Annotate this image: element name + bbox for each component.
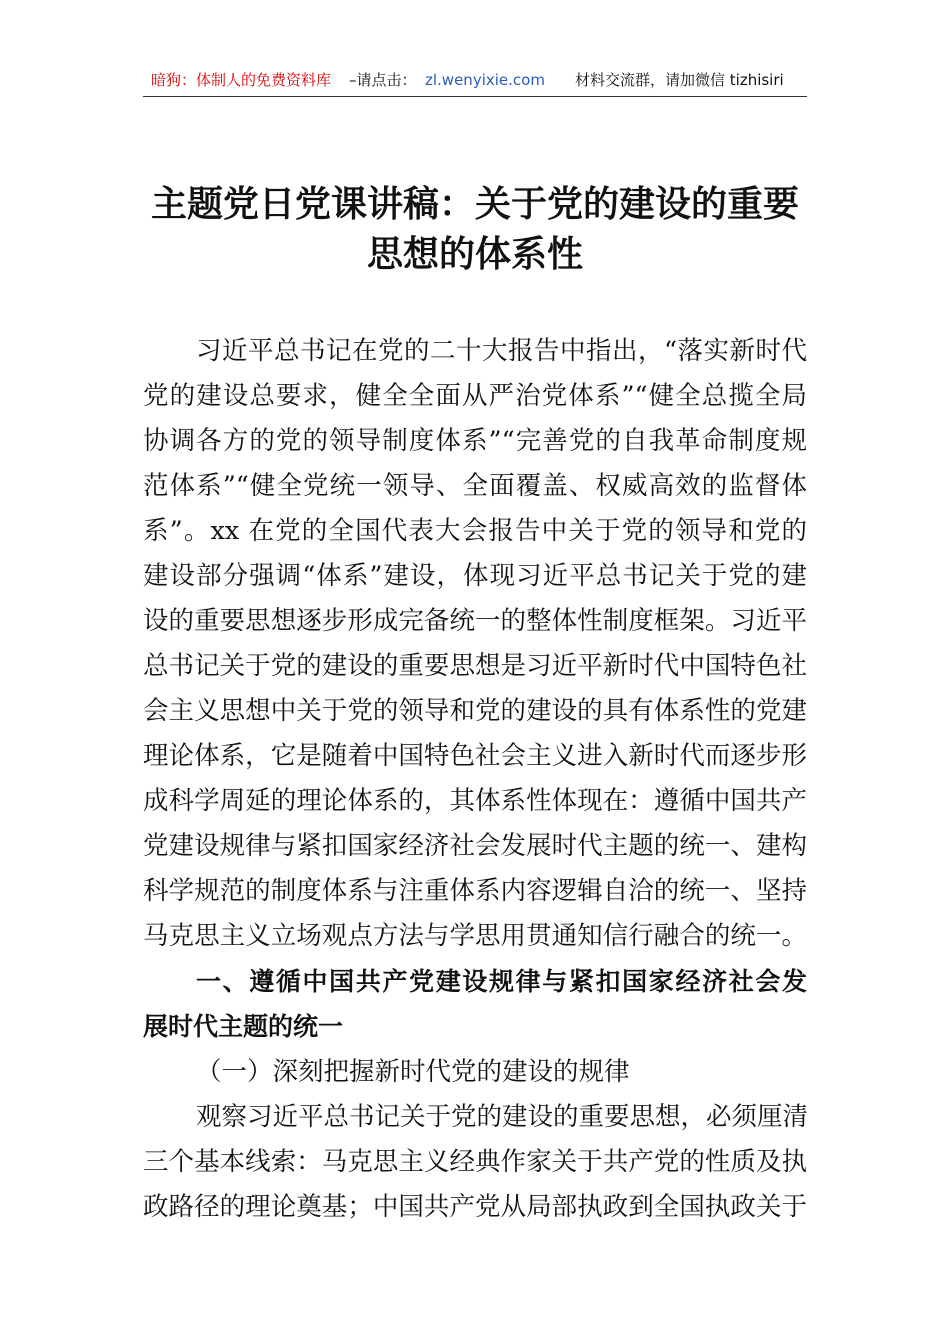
- header-link[interactable]: zl.wenyixie.com: [425, 71, 545, 89]
- body-line: 成科学周延的理论体系的，其体系性体现在：遵循中国共产: [143, 786, 807, 816]
- page-title-line-2: 思想的体系性: [366, 233, 583, 275]
- section-heading-1: 一、遵循中国共产党建设规律与紧扣国家经济社会发: [196, 967, 807, 996]
- body-line: 协调各方的党的领导制度体系”“完善党的自我革命制度规: [143, 426, 807, 456]
- body-line: 马克思主义立场观点方法与学思用贯通知信行融合的统一。: [143, 921, 807, 951]
- section-heading-1-cont: 展时代主题的统一: [143, 1012, 344, 1041]
- body-line: 党建设规律与紧扣国家经济社会发展时代主题的统一、建构: [143, 831, 807, 861]
- page-title-line-1: 主题党日党课讲稿：关于党的建设的重要: [150, 183, 799, 225]
- header-note: 材料交流群，请加微信 tizhisiri: [575, 71, 784, 89]
- body-line: 习近平总书记在党的二十大报告中指出，“落实新时代: [196, 336, 807, 366]
- body-line: 总书记关于党的建设的重要思想是习近平新时代中国特色社: [143, 651, 807, 681]
- body-line: 系”。xx 在党的全国代表大会报告中关于党的领导和党的: [143, 516, 807, 546]
- body-line: 设的重要思想逐步形成完备统一的整体性制度框架。习近平: [143, 606, 807, 636]
- page-header: [143, 66, 807, 97]
- body-line: 建设部分强调“体系”建设，体现习近平总书记关于党的建: [143, 561, 807, 591]
- body-line: 会主义思想中关于党的领导和党的建设的具有体系性的党建: [143, 696, 807, 726]
- body-line: 范体系”“健全党统一领导、全面覆盖、权威高效的监督体: [143, 471, 807, 501]
- header-prompt: –请点击：: [349, 71, 417, 89]
- body-line: 理论体系，它是随着中国特色社会主义进入新时代而逐步形: [143, 741, 807, 771]
- subsection-heading-1: （一）深刻把握新时代党的建设的规律: [196, 1057, 630, 1087]
- body-line: 三个基本线索：马克思主义经典作家关于共产党的性质及执: [143, 1147, 807, 1177]
- body-line: 科学规范的制度体系与注重体系内容逻辑自洽的统一、坚持: [143, 876, 807, 906]
- body-line: 观察习近平总书记关于党的建设的重要思想，必须厘清: [196, 1102, 809, 1132]
- body-line: 党的建设总要求，健全全面从严治党体系”“健全总揽全局: [143, 381, 807, 411]
- body-line: 政路径的理论奠基；中国共产党从局部执政到全国执政关于: [143, 1192, 807, 1222]
- header-brand: 暗狗：体制人的免费资料库: [151, 71, 332, 89]
